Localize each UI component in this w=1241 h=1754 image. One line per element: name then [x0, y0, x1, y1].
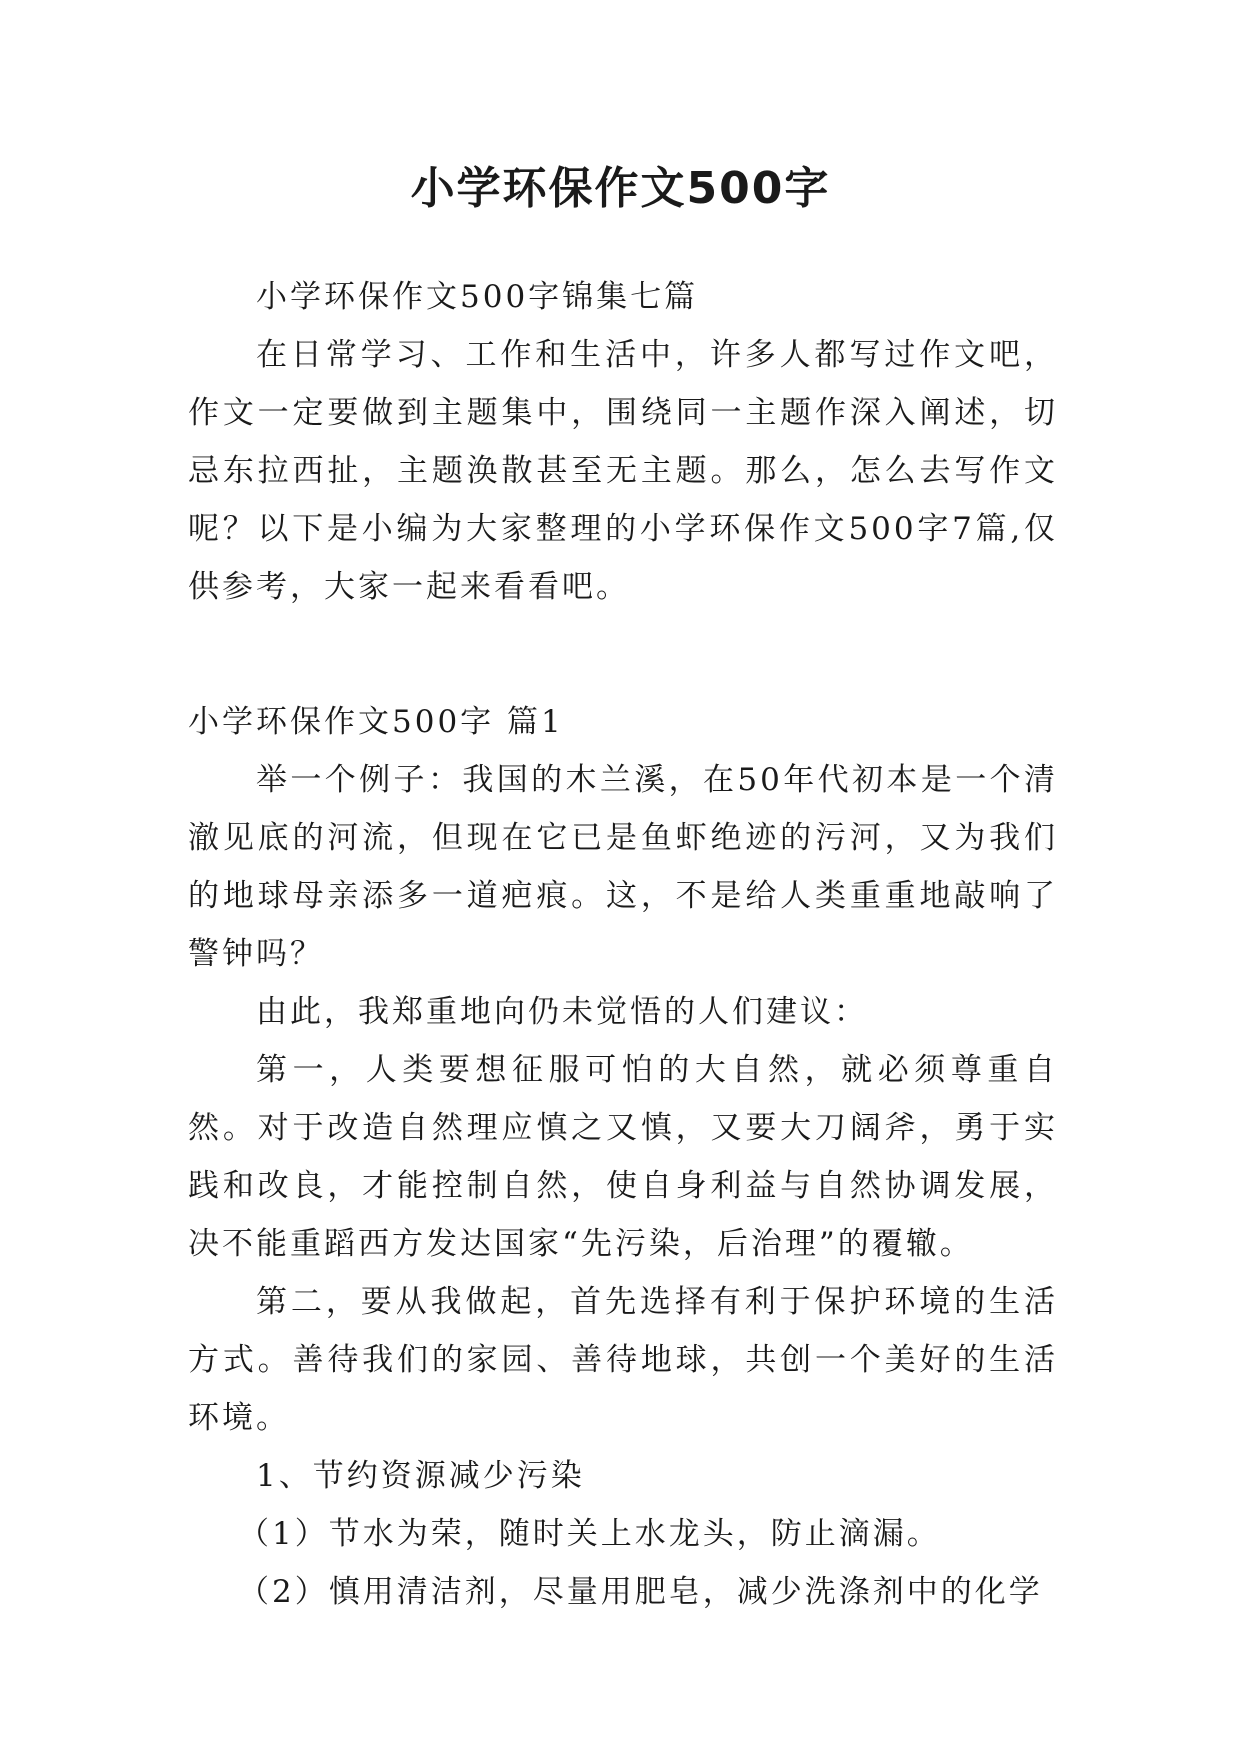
paragraph: 举一个例子：我国的木兰溪，在50年代初本是一个清澈见底的河流，但现在它已是鱼虾绝迹的污河，又为我们的地球母亲添多一道疤痕。这，不是给人类重重地敲响了警钟吗？: [188, 762, 1058, 972]
paragraph: 第一，人类要想征服可怕的大自然，就必须尊重自然。对于改造自然理应慎之又慎，又要大刀阔斧，勇于实践和改良，才能控制自然，使自身利益与自然协调发展，决不能重蹈西方发达国家“先污染，后治理”的覆辙。: [188, 1052, 1058, 1262]
section-1: [188, 693, 1058, 1621]
paragraph: 由此，我郑重地向仍未觉悟的人们建议：: [256, 994, 868, 1030]
document-subtitle: 小学环保作文500字锦集七篇: [256, 279, 699, 315]
document-title: 小学环保作文500字: [410, 163, 831, 214]
section-heading: 小学环保作文500字 篇1: [188, 704, 564, 740]
intro-section: [188, 268, 1058, 616]
list-item: 1、节约资源减少污染: [256, 1458, 585, 1494]
paragraph: 第二，要从我做起，首先选择有利于保护环境的生活方式。善待我们的家园、善待地球，共创一个美好的生活环境。: [188, 1284, 1058, 1436]
list-item: （1）节水为荣，随时关上水龙头，防止滴漏。: [238, 1516, 941, 1552]
list-item: （2）慎用清洁剂，尽量用肥皂，减少洗涤剂中的化学: [238, 1574, 1043, 1610]
intro-paragraph: 在日常学习、工作和生活中，许多人都写过作文吧，作文一定要做到主题集中，围绕同一主题作深入阐述，切忌东拉西扯，主题涣散甚至无主题。那么，怎么去写作文呢？以下是小编为大家整理的小学环保作文500字7篇,仅供参考，大家一起来看看吧。: [188, 337, 1058, 605]
